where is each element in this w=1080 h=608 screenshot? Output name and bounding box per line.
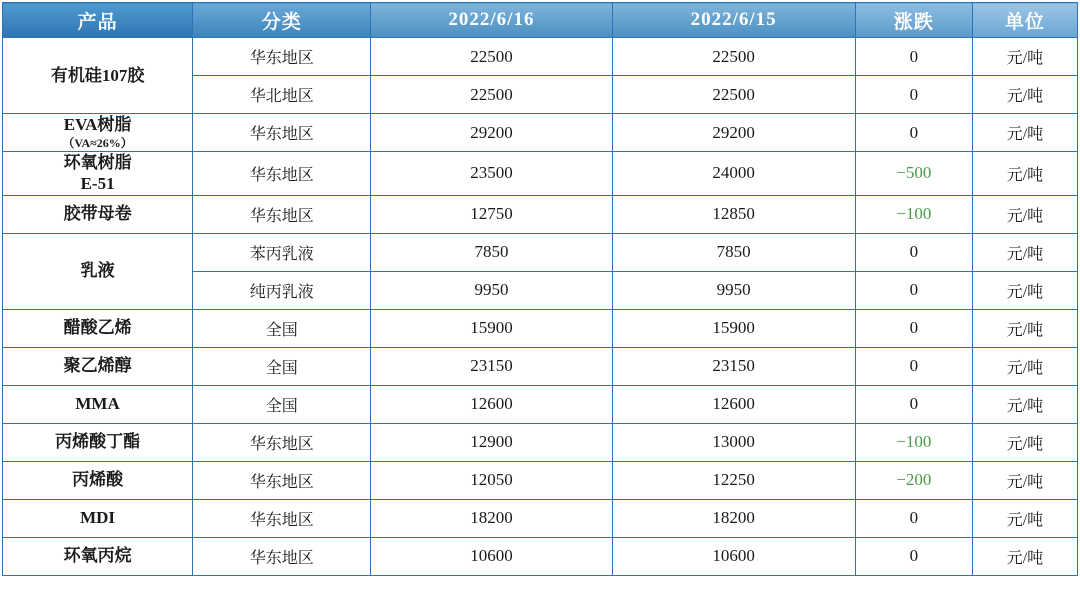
cell-price-previous: 10600 <box>612 537 855 575</box>
cell-change: 0 <box>855 347 972 385</box>
cell-unit: 元/吨 <box>972 537 1077 575</box>
cell-change: 0 <box>855 499 972 537</box>
cell-unit: 元/吨 <box>972 76 1077 114</box>
cell-category: 纯丙乳液 <box>193 271 371 309</box>
header-row <box>3 3 1078 38</box>
cell-unit: 元/吨 <box>972 114 1077 152</box>
cell-category: 全国 <box>193 309 371 347</box>
cell-change: 0 <box>855 537 972 575</box>
cell-category: 华东地区 <box>193 461 371 499</box>
cell-price-previous: 12250 <box>612 461 855 499</box>
cell-product-subtitle: （VA≈26%） <box>62 135 133 150</box>
table-row <box>3 385 1078 423</box>
cell-unit: 元/吨 <box>972 233 1077 271</box>
cell-change: 0 <box>855 309 972 347</box>
table-row <box>3 195 1078 233</box>
cell-unit: 元/吨 <box>972 385 1077 423</box>
cell-price-previous: 9950 <box>612 271 855 309</box>
cell-unit: 元/吨 <box>972 271 1077 309</box>
cell-price-previous: 7850 <box>612 233 855 271</box>
cell-unit: 元/吨 <box>972 461 1077 499</box>
cell-unit: 元/吨 <box>972 195 1077 233</box>
table-row <box>3 423 1078 461</box>
cell-category: 华东地区 <box>193 537 371 575</box>
table-row <box>3 537 1078 575</box>
cell-price-current: 12050 <box>371 461 612 499</box>
cell-price-current: 12600 <box>371 385 612 423</box>
cell-unit: 元/吨 <box>972 309 1077 347</box>
cell-product-subtitle: E-51 <box>80 174 115 194</box>
cell-category: 华北地区 <box>193 76 371 114</box>
cell-product: 醋酸乙烯 <box>3 309 193 347</box>
cell-category: 华东地区 <box>193 152 371 196</box>
cell-product: 乳液 <box>3 233 193 309</box>
cell-price-current: 18200 <box>371 499 612 537</box>
cell-price-previous: 12600 <box>612 385 855 423</box>
cell-price-previous: 18200 <box>612 499 855 537</box>
cell-price-previous: 15900 <box>612 309 855 347</box>
table-row <box>3 38 1078 76</box>
cell-change: −200 <box>855 461 972 499</box>
cell-price-previous: 29200 <box>612 114 855 152</box>
cell-product-name: EVA树脂 <box>63 115 132 135</box>
column-header-unit: 单位 <box>972 3 1077 38</box>
cell-price-current: 22500 <box>371 38 612 76</box>
cell-category: 华东地区 <box>193 423 371 461</box>
cell-change: 0 <box>855 76 972 114</box>
chemical-price-table <box>2 2 1078 576</box>
table-row <box>3 347 1078 385</box>
cell-product: 丙烯酸 <box>3 461 193 499</box>
cell-product: 环氧丙烷 <box>3 537 193 575</box>
cell-change: 0 <box>855 114 972 152</box>
cell-product: 有机硅107胶 <box>3 38 193 114</box>
table-row <box>3 233 1078 271</box>
cell-price-previous: 24000 <box>612 152 855 196</box>
cell-price-previous: 22500 <box>612 38 855 76</box>
cell-price-previous: 23150 <box>612 347 855 385</box>
cell-unit: 元/吨 <box>972 499 1077 537</box>
cell-price-current: 29200 <box>371 114 612 152</box>
cell-price-current: 12900 <box>371 423 612 461</box>
table-row <box>3 152 1078 196</box>
table-row <box>3 461 1078 499</box>
cell-price-current: 7850 <box>371 233 612 271</box>
table-row <box>3 499 1078 537</box>
cell-product: MDI <box>3 499 193 537</box>
cell-category: 全国 <box>193 385 371 423</box>
cell-category: 华东地区 <box>193 38 371 76</box>
cell-price-previous: 13000 <box>612 423 855 461</box>
cell-category: 苯丙乳液 <box>193 233 371 271</box>
cell-price-current: 15900 <box>371 309 612 347</box>
cell-price-previous: 12850 <box>612 195 855 233</box>
table-row <box>3 114 1078 152</box>
cell-category: 华东地区 <box>193 114 371 152</box>
cell-category: 华东地区 <box>193 499 371 537</box>
column-header-change: 涨跌 <box>855 3 972 38</box>
table-header <box>3 3 1078 38</box>
cell-change: −100 <box>855 423 972 461</box>
cell-unit: 元/吨 <box>972 38 1077 76</box>
cell-product <box>3 114 193 152</box>
cell-product: 聚乙烯醇 <box>3 347 193 385</box>
cell-price-current: 23150 <box>371 347 612 385</box>
cell-product: MMA <box>3 385 193 423</box>
cell-unit: 元/吨 <box>972 347 1077 385</box>
cell-price-current: 10600 <box>371 537 612 575</box>
column-header-date-previous: 2022/6/15 <box>612 3 855 38</box>
cell-price-current: 22500 <box>371 76 612 114</box>
cell-unit: 元/吨 <box>972 152 1077 196</box>
cell-price-current: 12750 <box>371 195 612 233</box>
cell-price-previous: 22500 <box>612 76 855 114</box>
cell-category: 全国 <box>193 347 371 385</box>
cell-product <box>3 152 193 196</box>
column-header-product: 产品 <box>3 3 193 38</box>
cell-change: 0 <box>855 38 972 76</box>
cell-unit: 元/吨 <box>972 423 1077 461</box>
cell-change: −100 <box>855 195 972 233</box>
column-header-date-current: 2022/6/16 <box>371 3 612 38</box>
cell-change: −500 <box>855 152 972 196</box>
cell-category: 华东地区 <box>193 195 371 233</box>
cell-price-current: 23500 <box>371 152 612 196</box>
table-row <box>3 309 1078 347</box>
column-header-category: 分类 <box>193 3 371 38</box>
cell-price-current: 9950 <box>371 271 612 309</box>
cell-change: 0 <box>855 385 972 423</box>
table-body <box>3 38 1078 576</box>
cell-change: 0 <box>855 233 972 271</box>
cell-product: 胶带母卷 <box>3 195 193 233</box>
cell-product: 丙烯酸丁酯 <box>3 423 193 461</box>
cell-change: 0 <box>855 271 972 309</box>
cell-product-name: 环氧树脂 <box>63 153 132 172</box>
